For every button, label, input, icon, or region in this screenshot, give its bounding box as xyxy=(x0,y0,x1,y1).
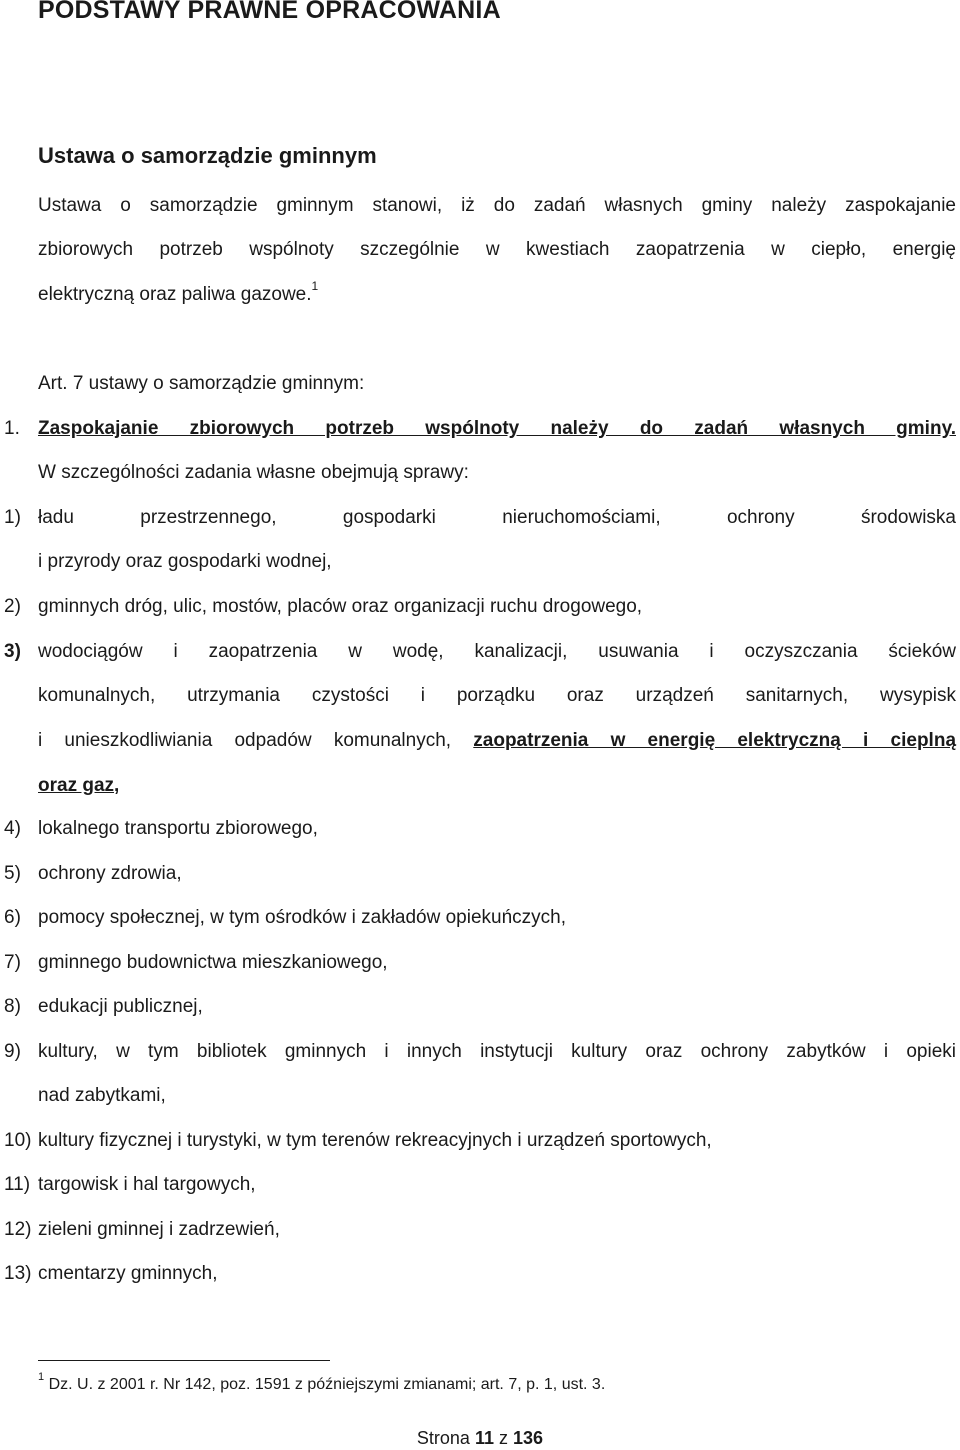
list-item-number: 5) xyxy=(4,863,21,884)
list-item-text: cmentarzy gminnych, xyxy=(38,1263,218,1284)
list-item-text: komunalnych, utrzymania czystości i porządku oraz urządzeń sanitarnych, wysypisk xyxy=(38,685,956,706)
article-heading: Art. 7 ustawy o samorządzie gminnym: xyxy=(38,373,365,394)
list-item-number: 6) xyxy=(4,907,21,928)
list-item-number: 12) xyxy=(4,1219,32,1240)
list-item-text: lokalnego transportu zbiorowego, xyxy=(38,818,318,839)
list-item-number: 4) xyxy=(4,818,21,839)
intro-line-1: Ustawa o samorządzie gminnym stanowi, iż do zadań własnych gminy należy zaspokajanie xyxy=(38,195,956,216)
list-item-number: 13) xyxy=(4,1263,32,1284)
intro-line-3-text: elektryczną oraz paliwa gazowe. xyxy=(38,284,312,305)
list-item-text: wodociągów i zaopatrzenia w wodę, kanalizacji, usuwania i oczyszczania ścieków xyxy=(38,641,956,662)
list-item-text-emphasis: zaopatrzenia w energię elektryczną i cieplną xyxy=(473,730,957,751)
page-number-separator: z xyxy=(499,1428,509,1448)
footnote-marker: 1 xyxy=(38,1370,45,1383)
list-item-number: 1) xyxy=(4,507,21,528)
intro-line-3 xyxy=(38,278,319,306)
list-item-text: gminnych dróg, ulic, mostów, placów oraz organizacji ruchu drogowego, xyxy=(38,596,643,617)
list-item-text: nad zabytkami, xyxy=(38,1085,166,1106)
footnote xyxy=(38,1370,606,1394)
list-item-text: kultury fizycznej i turystyki, w tym terenów rekreacyjnych i urządzeń sportowych, xyxy=(38,1130,712,1151)
page-number-prefix: Strona xyxy=(416,1428,470,1448)
paragraph-continuation: W szczególności zadania własne obejmują sprawy: xyxy=(38,462,469,483)
page-number-total: 136 xyxy=(513,1428,544,1448)
section-title: Ustawa o samorządzie gminnym xyxy=(38,143,377,168)
list-item-text: zieleni gminnej i zadrzewień, xyxy=(38,1219,280,1240)
list-item-text xyxy=(38,730,956,752)
list-item-text: kultury, w tym bibliotek gminnych i innych instytucji kultury oraz ochrony zabytków i opieki xyxy=(38,1041,956,1062)
list-item-number: 10) xyxy=(4,1130,32,1151)
list-item-text: ochrony zdrowia, xyxy=(38,863,182,884)
paragraph-underlined-line: Zaspokajanie zbiorowych potrzeb wspólnoty należy do zadań własnych gminy. xyxy=(38,418,956,439)
list-item-number: 2) xyxy=(4,596,21,617)
footnote-reference: 1 xyxy=(311,278,319,293)
footnote-separator xyxy=(38,1360,330,1361)
page-number-current: 11 xyxy=(474,1428,494,1448)
list-item-text-emphasis: oraz gaz, xyxy=(38,775,120,796)
list-item-text: edukacji publicznej, xyxy=(38,996,203,1017)
list-item-text-plain: i unieszkodliwiania odpadów komunalnych, xyxy=(38,730,452,751)
list-item-text: i przyrody oraz gospodarki wodnej, xyxy=(38,551,332,572)
list-item-number: 7) xyxy=(4,952,21,973)
list-item-number: 3) xyxy=(4,641,21,662)
page-number xyxy=(0,1428,960,1449)
footnote-text: Dz. U. z 2001 r. Nr 142, poz. 1591 z późniejszymi zmianami; art. 7, p. 1, ust. 3. xyxy=(48,1376,606,1393)
paragraph-number: 1. xyxy=(4,418,20,439)
list-item-number: 11) xyxy=(4,1174,31,1195)
list-item-text: ładu przestrzennego, gospodarki nieruchomościami, ochrony środowiska xyxy=(38,507,956,528)
page-title: PODSTAWY PRAWNE OPRACOWANIA xyxy=(38,0,501,24)
list-item-text: gminnego budownictwa mieszkaniowego, xyxy=(38,952,388,973)
list-item-text: pomocy społecznej, w tym ośrodków i zakładów opiekuńczych, xyxy=(38,907,567,928)
list-item-text: targowisk i hal targowych, xyxy=(38,1174,256,1195)
list-item-number: 8) xyxy=(4,996,21,1017)
intro-line-2: zbiorowych potrzeb wspólnoty szczególnie w kwestiach zaopatrzenia w ciepło, energię xyxy=(38,239,956,260)
list-item-number: 9) xyxy=(4,1041,21,1062)
